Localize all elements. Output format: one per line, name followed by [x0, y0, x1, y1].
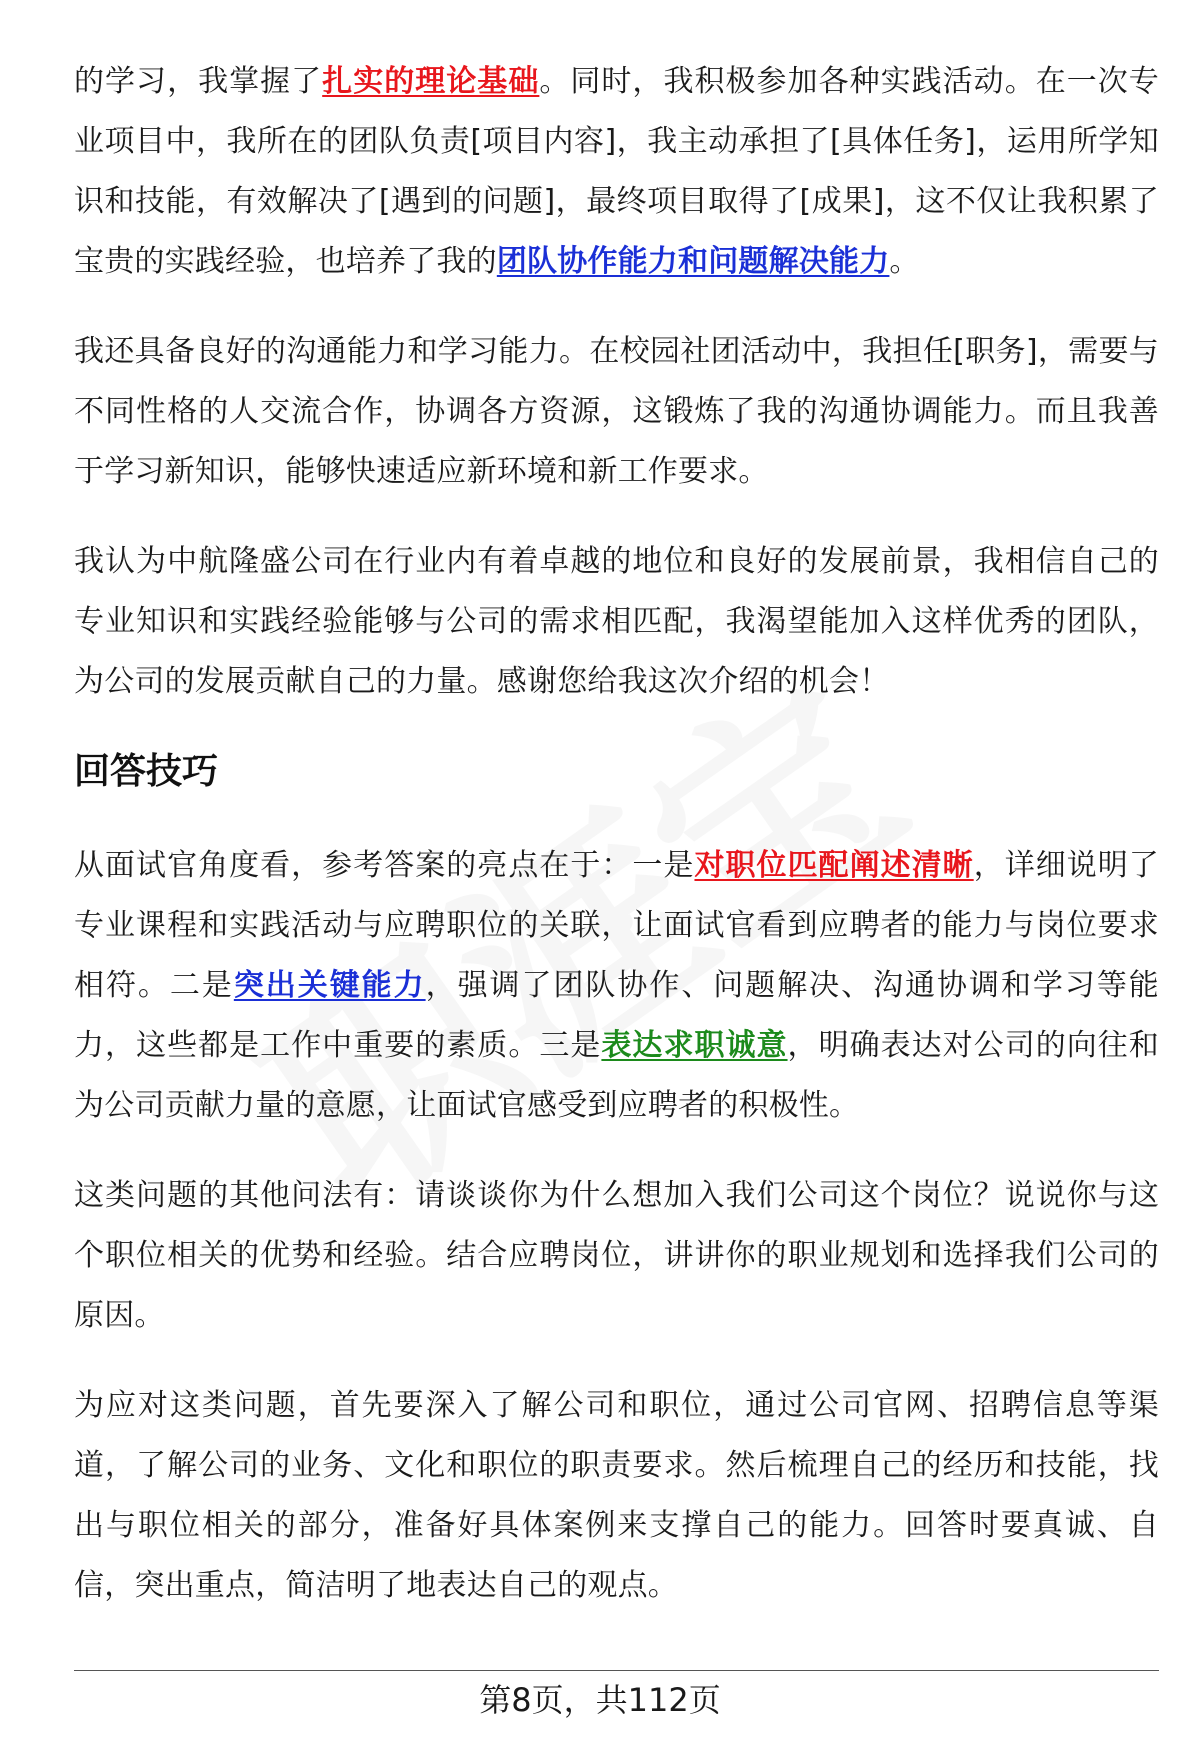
highlight-phrase: 团队协作能力和问题解决能力 — [496, 244, 890, 279]
highlight-phrase: 突出关键能力 — [233, 968, 426, 1003]
paragraph-text: ，详细说明了专业课程和实践活动与应聘职位的关联，让面试官看到应聘者的能力与岗位要求相符。二是 — [74, 848, 1160, 1003]
section-heading: 回答技巧 — [74, 751, 219, 792]
paragraph-text: 。同时，我积极参加各种实践活动。在一次专业项目中，我所在的团队负责[项目内容]，我主动承担了[具体任务]，运用所学知识和技能，有效解决了[遇到的问题]，最终项目取得了[成果]，这不仅让我积累了宝贵的实践经验，也培养了我的 — [74, 64, 1159, 279]
paragraph — [74, 836, 1159, 1136]
paragraph-text: 的学习，我掌握了 — [74, 64, 323, 99]
paragraph-text: ，明确表达对公司的向往和为公司贡献力量的意愿，让面试官感受到应聘者的积极性。 — [74, 1028, 1160, 1123]
paragraph — [74, 52, 1159, 292]
footer-divider — [74, 1670, 1159, 1671]
paragraph — [74, 1376, 1159, 1616]
paragraph-text: 我还具备良好的沟通能力和学习能力。在校园社团活动中，我担任[职务]，需要与不同性格的人交流合作，协调各方资源，这锻炼了我的沟通协调能力。而且我善于学习新知识，能够快速适应新环境和新工作要求。 — [74, 334, 1159, 489]
tips-section — [74, 836, 1159, 1616]
paragraph-text: 我认为中航隆盛公司在行业内有着卓越的地位和良好的发展前景，我相信自己的专业知识和实践经验能够与公司的需求相匹配，我渴望能加入这样优秀的团队，为公司的发展贡献自己的力量。感谢您给我这次介绍的机会！ — [74, 544, 1159, 699]
paragraph-text: 。 — [889, 244, 920, 279]
paragraph — [74, 532, 1159, 712]
highlight-phrase: 对职位匹配阐述清晰 — [694, 848, 974, 883]
highlight-phrase: 表达求职诚意 — [601, 1028, 788, 1063]
document-page — [74, 52, 1159, 1646]
paragraph-text: 这类问题的其他问法有：请谈谈你为什么想加入我们公司这个岗位？说说你与这个职位相关的优势和经验。结合应聘岗位，讲讲你的职业规划和选择我们公司的原因。 — [74, 1178, 1159, 1333]
paragraph — [74, 322, 1159, 502]
paragraph-text: ，强调了团队协作、问题解决、沟通协调和学习等能力，这些都是工作中重要的素质。三是 — [74, 968, 1160, 1063]
page-number: 第8页，共112页 — [479, 1681, 721, 1719]
paragraph-text: 从面试官角度看，参考答案的亮点在于：一是 — [74, 848, 695, 883]
paragraph-text: 为应对这类问题，首先要深入了解公司和职位，通过公司官网、招聘信息等渠道，了解公司的业务、文化和职位的职责要求。然后梳理自己的经历和技能，找出与职位相关的部分，准备好具体案例来支撑自己的能力。回答时要真诚、自信，突出重点，简洁明了地表达自己的观点。 — [74, 1388, 1159, 1603]
answer-section — [74, 52, 1159, 712]
highlight-phrase: 扎实的理论基础 — [322, 64, 540, 99]
paragraph — [74, 1166, 1159, 1346]
